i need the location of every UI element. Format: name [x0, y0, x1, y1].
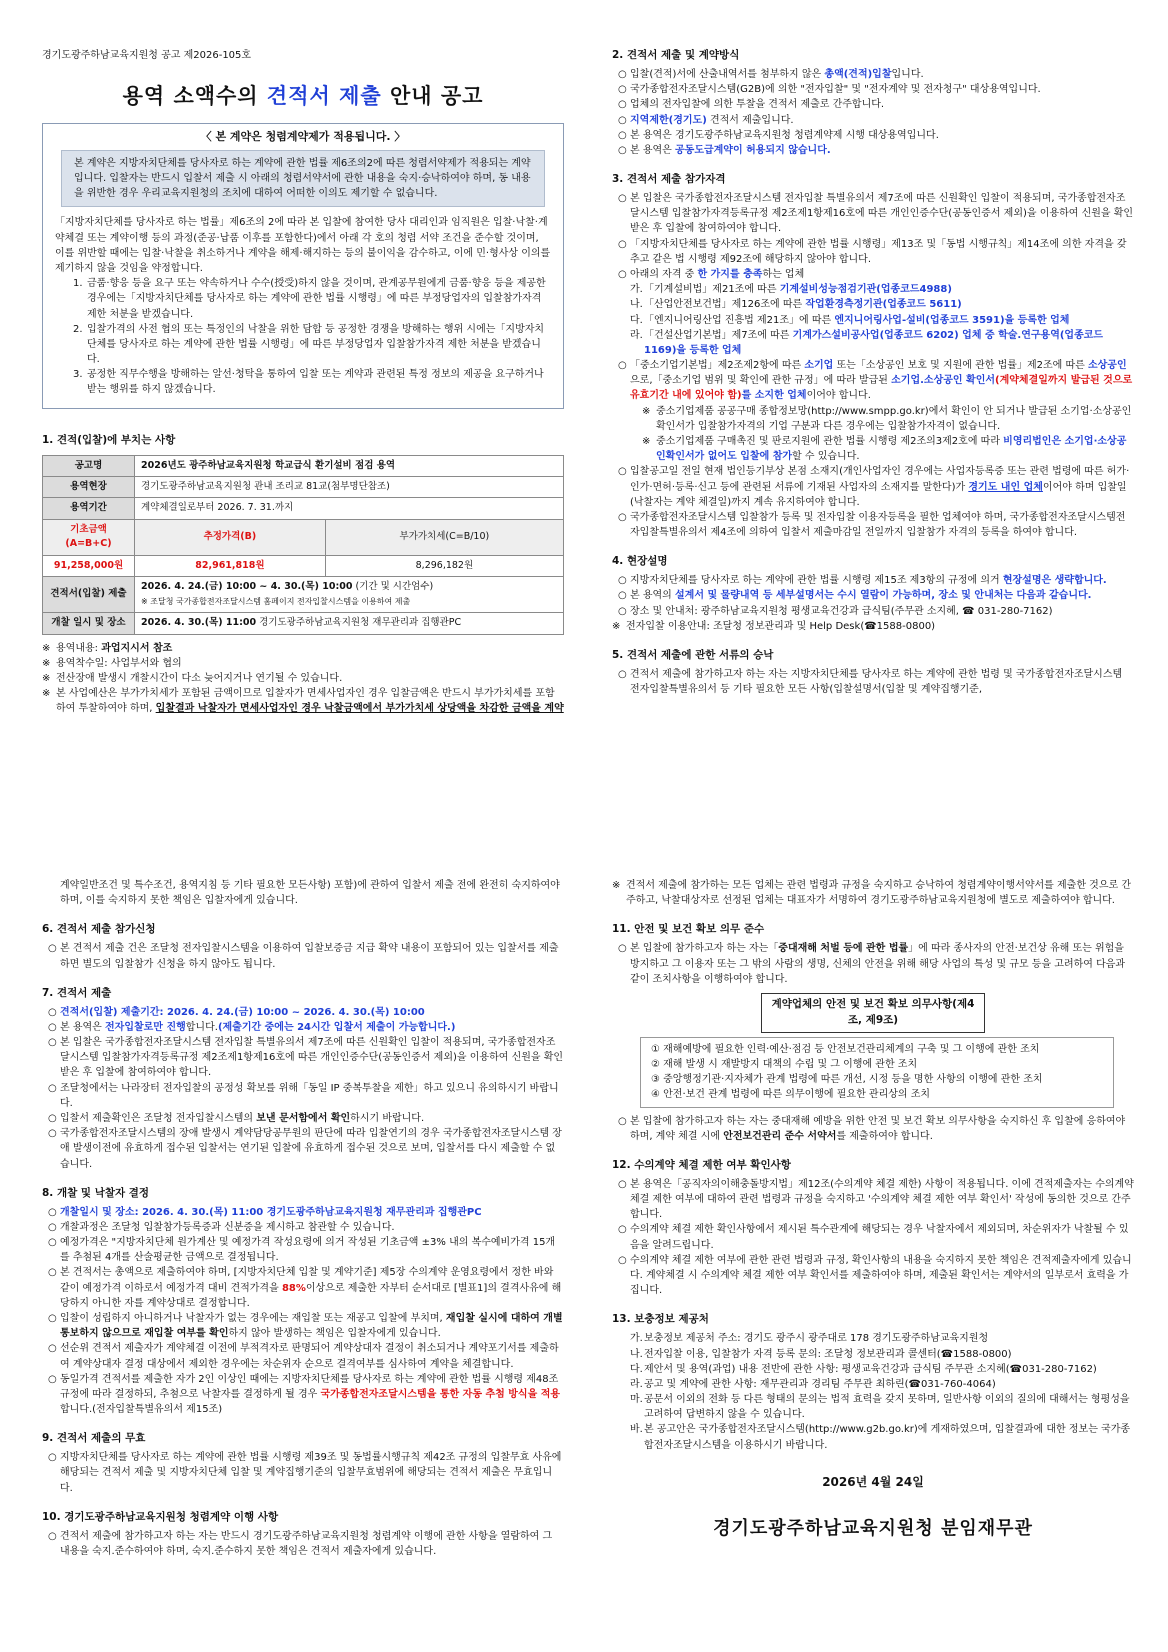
notice-number: 경기도광주하남교육지원청 공고 제2026-105호 — [42, 50, 252, 61]
list-item: ○ 본 용역의 설계서 및 물량내역 등 세부설명서는 수시 열람이 가능하며, 장소 및 안내처는 다음과 같습니다. — [618, 590, 1092, 602]
note-item: ※ 용역내용: 과업지시서 참조 — [42, 642, 173, 654]
list-item: 라. 공고 및 계약에 관한 사항: 재무관리과 경리팀 주무관 최하린(☎031-760-4064) — [630, 1378, 996, 1390]
list-item: ○ 개찰일시 및 장소: 2026. 4. 30.(목) 11:00 경기도광주하남교육지원청 재무관리과 집행관PC — [48, 1206, 482, 1218]
list-item: ○ 입찰공고일 전일 현재 법인등기부상 본점 소재지(개인사업자인 경우에는 사업자등록증 또는 관련 법령에 따른 허가·인가·면허·등록·신고 등에 관련된 서류에 기재된 사업자의 소재지를 말한다)가 경기도 내인 업체이어야 하며 입찰일(낙찰자는 계약 체결일)까지 계속 유지하여야 합니다. — [618, 466, 1130, 508]
list-item: ① 재해예방에 필요한 인력·예산·점검 등 안전보건관리체계의 구축 및 그 이행에 관한 조치 — [651, 1043, 1040, 1055]
section-11-title: 11. 안전 및 보건 확보 의무 준수 — [612, 923, 765, 936]
list-item: ④ 안전·보건 관계 법령에 따른 의무이행에 필요한 관리상의 조치 — [651, 1089, 931, 1101]
list-item: 마. 공문서 이외의 전화 등 다른 형태의 문의는 법적 효력을 갖지 못하며, 일반사항 이외의 질의에 대해서는 형평성을 고려하여 답변하지 않을 수 있습니다. — [630, 1394, 1130, 1421]
list-item: ○ 본 입찰은 국가종합전자조달시스템 전자입찰 특별유의서 제7조에 따른 신원확인 입찰이 적용되며, 국가종합전자조달시스템 입찰참가자격등록규정 제2조제1항제16호에 따른 개인인증수단(공동인증서 제외)을 이용하여 신원을 확인받은 후 입찰에 참여하여야 합니다. — [48, 1037, 564, 1079]
list-item: ○ 견적서(입찰) 제출기간: 2026. 4. 24.(금) 10:00 ~ 2026. 4. 30.(목) 10:00 — [48, 1006, 425, 1018]
list-item: ○ 지방자치단체를 당사자로 하는 계약에 관한 법률 시행령 제15조 제3항의 규정에 의거 현장설명은 생략합니다. — [618, 575, 1107, 587]
list-item: ○ 선순위 견적서 제출자가 계약체결 이전에 부적격자로 판명되어 계약상대자 결정이 취소되거나 계약포기서를 제출하여 계약상대자 결정 대상에서 제외한 경우에는 차순위자 순으로 결격여부를 심사하여 계약을 체결합니다. — [48, 1343, 559, 1370]
safety-duty-box-title: 계약업체의 안전 및 보건 확보 의무사항(제4조, 제9조) — [761, 993, 985, 1033]
list-item: 가. 「기계설비법」제21조에 따른 기계설비성능점검기관(업종코드4988) — [630, 284, 952, 296]
section-6-title: 6. 견적서 제출 참가신청 — [42, 923, 156, 936]
list-item: ○ 조달청에서는 나라장터 전자입찰의 공정성 확보를 위해「동일 IP 중복투찰을 제한」하고 있으니 유의하시기 바랍니다. — [48, 1082, 559, 1109]
list-item: ○ 입찰서 제출확인은 조달청 전자입찰시스템의 보낸 문서함에서 확인하시기 바랍니다. — [48, 1112, 425, 1124]
table-row: 개찰 일시 및 장소 2026. 4. 30.(목) 11:00 경기도광주하남교육지원청 재무관리과 집행관PC — [43, 613, 564, 634]
list-item: 나. 전자입찰 이용, 입찰참가 자격 등록 문의: 조달청 정보관리과 콜센터(☎1588-0800) — [630, 1348, 1012, 1360]
integrity-summary — [61, 150, 545, 208]
list-item: ○ 업체의 전자입찰에 의한 투찰을 견적서 제출로 간주합니다. — [618, 99, 885, 111]
list-item: ○ 예정가격은 "지방자치단체 원가계산 및 예정가격 작성요령에 의거 작성된 기초금액 ±3% 내의 복수예비가격 15개를 추첨된 4개를 산술평균한 금액으로 결정됩니다. — [48, 1237, 556, 1264]
section-7-title: 7. 견적서 제출 — [42, 986, 112, 999]
integrity-item: 2. 입찰가격의 사전 협의 또는 특정인의 낙찰을 위한 담합 등 공정한 경쟁을 방해하는 행위 시에는「지방자치단체를 당사자로 하는 계약에 관한 법률 시행령」에 따른 부정당업자 입찰참가자격 제한 처분을 받겠습니다. — [73, 323, 545, 366]
list-item: ○ 수의계약 체결 제한 확인사항에서 제시된 특수관계에 해당되는 경우 낙찰자에서 제외되며, 차순위자가 낙찰될 수 있음을 알려드립니다. — [618, 1224, 1129, 1251]
table-row: 기초금액(A=B+C) 추정가격(B) 부가가치세(C=B/10) — [43, 519, 564, 555]
safety-duty-list — [640, 1037, 1114, 1108]
list-item: ○ 동일가격 견적서를 제출한 자가 2인 이상인 때에는 지방자치단체를 당사자로 하는 계약에 관한 법률 시행령 제48조 규정에 따라 결정하되, 추첨으로 낙찰자를 결정하게 될 경우 국가종합전자조달시스템을 통한 자동 추첨 방식을 적용합니다.(전자입찰특별유의서 제15조) — [48, 1373, 561, 1416]
notice-date: 2026년 4월 24일 — [822, 1474, 924, 1489]
integrity-items — [55, 276, 551, 398]
integrity-contract-box — [42, 123, 564, 409]
list-item: ○ 수의계약 체결 제한 여부에 관한 관련 법령과 규정, 확인사항의 내용을 숙지하지 못한 책임은 견적제출자에게 있습니다. 계약체결 시 수의계약 체결 제한 여부 확인서를 제출하여야 하며, 제출된 확인서는 계약서의 일부로서 효력을 가집니다. — [618, 1254, 1132, 1297]
page-title — [42, 81, 564, 113]
list-item: ※ 중소기업제품 구매촉진 및 판로지원에 관한 법률 시행령 제2조의3제2호에 따라 비영리법인은 소기업·소상공인확인서가 없어도 입찰에 참가할 수 있습니다. — [642, 436, 1127, 463]
list-item: ○ 본 용역은 공동도급계약이 허용되지 않습니다. — [618, 144, 831, 156]
section-10-title: 10. 경기도광주하남교육지원청 청렴계약 이행 사항 — [42, 1510, 279, 1523]
note-item: ※ 전자입찰 이용안내: 조달청 정보관리과 및 Help Desk(☎1588-0800) — [612, 620, 936, 632]
list-item: ○ 견적서 제출에 참가하고자 하는 자는 반드시 경기도광주하남교육지원청 청렴계약 이행에 관한 사항을 열람하여 그 내용을 숙지.준수하여야 하며, 숙지.준수하지 못한 책임은 견적서 제출자에게 있습니다. — [48, 1530, 553, 1557]
section-8-title: 8. 개찰 및 낙찰자 결정 — [42, 1186, 150, 1199]
list-item: ○ 입찰이 성립하지 아니하거나 낙찰자가 없는 경우에는 재입찰 또는 재공고 입찰에 부치며, 재입찰 실시에 대하여 개별 통보하지 않으므로 재입찰 여부를 확인하지 않아 발생하는 책임은 입찰자에게 있습니다. — [48, 1312, 563, 1340]
note-item: ※ 용역착수일: 사업부서와 협의 — [42, 657, 182, 669]
list-item: ○ 국가종합전자조달시스템(G2B)에 의한 "전자입찰" 및 "전자계약 및 전자청구" 대상용역입니다. — [618, 84, 1041, 96]
section-3-title: 3. 견적서 제출 참가자격 — [612, 173, 726, 186]
integrity-item: 3. 공정한 직무수행을 방해하는 알선·청탁을 통하여 입찰 또는 계약과 관련된 특정 정보의 제공을 요구하거나 받는 행위를 하지 않겠습니다. — [73, 369, 544, 396]
table-row: 용역기간 계약체결일로부터 2026. 7. 31.까지 — [43, 498, 564, 519]
list-item: ○ 본 용역은 전자입찰로만 진행합니다.(제출기간 중에는 24시간 입찰서 제출이 가능합니다.) — [48, 1021, 456, 1033]
integrity-item: 1. 금품·향응 등을 요구 또는 약속하거나 수수(授受)하지 않을 것이며, 관계공무원에게 금품·향응 등을 제공한 경우에는「지방자치단체를 당사자로 하는 계약에 관한 법률 시행령」에 따른 부정당업자의 입찰참가자격 제한 처분을 받겠습니다. — [73, 278, 546, 320]
list-item: ○ 본 입찰에 참가하고자 하는 자는「중대재해 처벌 등에 관한 법률」에 따라 종사자의 안전·보건상 유해 또는 위험을 방지하고 그 이용자 또는 그 밖의 사람의 생명, 신체의 안전을 위해 해당 사업의 특성 및 규모 등을 고려하여 다음과 같이 조치사항을 이행하여야 합니다. — [618, 943, 1126, 985]
section-2-title: 2. 견적서 제출 및 계약방식 — [612, 49, 740, 61]
list-item: ○ 장소 및 안내처: 광주하남교육지원청 평생교육건강과 급식팀(주무관 소지혜, ☎ 031-280-7162) — [618, 605, 1053, 617]
list-item: ○ 국가종합전자조달시스템 입찰참가 등록 및 전자입찰 이용자등록을 필한 업체여야 하며, 국가종합전자조달시스템전자입찰특별유의서 제4조에 의하여 입찰서 제출마감일 전일까지 입찰참가 자격의 등록을 하여야 합니다. — [618, 511, 1126, 539]
list-item: ○ 본 견적서는 총액으로 제출하여야 하며, [지방자치단체 입찰 및 계약기준] 제5장 수의계약 운영요령에서 정한 바와 같이 예정가격 이하로서 예정가격 대비 견적가격을 88%이상으로 제출한 자부터 순서대로 [별표1]의 결격사유에 해당하지 아니한 자를 계약상대로 결정합니다. — [48, 1267, 562, 1309]
list-item: ② 재해 발생 시 재발방지 대책의 수립 및 그 이행에 관한 조치 — [651, 1058, 918, 1070]
list-item: ○ 본 입찰에 참가하고자 하는 자는 중대재해 예방을 위한 안전 및 보건 확보 의무사항을 숙지하신 후 입찰에 응하여야 하며, 계약 체결 시에 안전보건관리 준수 서약서를 제출하여야 합니다. — [618, 1115, 1126, 1142]
list-item: 다. 제안서 및 용역(과업) 내용 전반에 관한 사항: 평생교육건강과 급식팀 주무관 소지혜(☎031-280-7162) — [630, 1363, 1097, 1375]
bid-info-table — [42, 455, 564, 635]
integrity-heading: 〈 본 계약은 청렴계약제가 적용됩니다. 〉 — [200, 130, 406, 144]
list-item: 나. 「산업안전보건법」제126조에 따른 작업환경측정기관(업종코드 5611) — [630, 299, 962, 311]
list-item: ※ 중소기업제품 공공구매 종합정보망(http://www.smpp.go.kr)에서 확인이 안 되거나 발급된 소기업·소상공인확인서가 입찰참가자격의 기업 구분과 다른 경우에는 입찰참가자격이 없습니다. — [642, 405, 1132, 432]
table-row: 공고명 2026년도 광주하남교육지원청 학교급식 환기설비 점검 용역 — [43, 455, 564, 476]
list-item: ○ 입찰(견적)서에 산출내역서를 첨부하지 않은 총액(견적)입찰입니다. — [618, 68, 924, 80]
table-row: 용역현장 경기도광주하남교육지원청 관내 조리교 81교(첨부명단참조) — [43, 477, 564, 498]
title-part2: 안내 공고 — [381, 84, 484, 109]
note-item: ※ 견적서 제출에 참가하는 모든 업체는 관련 법령과 규정을 숙지하고 승낙하여 청렴계약이행서약서를 제출한 것으로 간주하고, 낙찰대상자로 선정된 업체는 대표자가 서명하여 경기도광주하남교육지원청에 별도로 제출하여야 합니다. — [612, 880, 1132, 907]
list-item: ○ 본 용역은「공직자의이해충돌방지법」제12조(수의계약 체결 제한) 사항이 적용됩니다. 이에 견적제출자는 수의계약 체결 제한 여부에 대하여 관련 법령과 규정을 숙지하고 '수의계약 체결 제한 여부 확인서' 작성에 동의한 것으로 간주합니다. — [618, 1178, 1134, 1221]
list-item: ○ 「중소기업기본법」제2조제2항에 따른 소기업 또는「소상공인 보호 및 지원에 관한 법률」제2조에 따른 소상공인으로,「중소기업 범위 및 확인에 관한 규정」에 따라 발급된 소기업.소상공인 확인서(계약체결일까지 발급된 것으로 유효기간 내에 있어야 함)를 소지한 업체이어야 합니다. — [618, 360, 1133, 402]
list-item: 라. 「건설산업기본법」제7조에 따른 기계가스설비공사업(업종코드 6202) 업체 중 학술.연구용역(업종코드 1169)을 등록한 업체 — [630, 329, 1104, 356]
list-item: 바. 본 공고안은 국가종합전자조달시스템(http://www.g2b.go.kr)에 게재하였으며, 입찰결과에 대한 정보는 국가종합전자조달시스템을 이용하시기 바랍니다. — [630, 1424, 1131, 1451]
table-row: 견적서(입찰) 제출 2026. 4. 24.(금) 10:00 ~ 4. 30.(목) 10:00 (기간 및 시간엄수) ※ 조달청 국가종합전자조달시스템 홈페이지 전자입찰시스템을 이용하여 제출 — [43, 577, 564, 613]
note-item: ※ 전산장애 발생시 개찰시간이 다소 늦어지거나 연기될 수 있습니다. — [42, 672, 343, 684]
integrity-summary-text: 본 계약은 지방자치단체를 당사자로 하는 계약에 관한 법률 제6조의2에 따른 청렴서약제가 적용되는 계약입니다. 입찰자는 반드시 입찰서 제출 시 아래의 청렴서약서에 관한 내용을 숙지·승낙하여야 하며, 동 내용을 위반한 경우 우리교육지원청의 조치에 대하여 어떠한 이의도 제기할 수 없습니다. — [74, 157, 531, 200]
section-4-title: 4. 현장설명 — [612, 555, 668, 568]
column-top-right — [612, 48, 1134, 788]
list-item: ③ 중앙행정기관·지자체가 관계 법령에 따른 개선, 시정 등을 명한 사항의 이행에 관한 조치 — [651, 1074, 1043, 1086]
column-bottom-left — [42, 878, 564, 1628]
list-item: ○ 본 용역은 경기도광주하남교육지원청 청렴계약제 시행 대상용역입니다. — [618, 129, 939, 141]
integrity-body: 「지방자치단체를 당사자로 하는 법률」제6조의 2에 따라 본 입찰에 참여한 당사 대리인과 임직원은 입찰·낙찰·계약체결 또는 계약이행 등의 과정(준공·납품 이후를 포함한다)에서 아래 각 호의 청렴 서약 조건을 준수할 것이며, 이를 위반할 때에는 입찰·낙찰을 취소하거나 계약을 해제·해지하는 등의 불이익을 감수하고, 이에 민·형사상 이의를 제기하지 않을 것임을 약정합니다. — [55, 217, 551, 274]
section-9-title: 9. 견적서 제출의 무효 — [42, 1432, 146, 1445]
list-item: ○ 국가종합전자조달시스템의 장애 발생시 계약담당공무원의 판단에 따라 입찰연기의 경우 국가종합전자조달시스템 장애 발생이전에 유효하게 접수된 입찰서는 연기된 입찰에 유효하게 접수된 것으로 보며, 입찰서를 다시 제출할 수 없습니다. — [48, 1128, 562, 1170]
section-1-title: 1. 견적(입찰)에 부치는 사항 — [42, 433, 176, 446]
list-item: ○ 지방자치단체를 당사자로 하는 계약에 관한 법률 시행령 제39조 및 동법률시행규칙 제42조 규정의 입찰무효 사유에 해당되는 견적서 제출 및 지방자치단체 입찰 및 계약집행기준의 입찰무효범위에 해당되는 견적서 제출은 무효입니다. — [48, 1452, 562, 1494]
list-item: ○ 견적서 제출에 참가하고자 하는 자는 지방자치단체를 당사자로 하는 계약에 관한 법령 및 국가종합전자조달시스템 전자입찰특별유의서 등 기타 필요한 모든 사항(입찰설명서(입찰 및 계약집행기준, — [618, 669, 1123, 696]
column-bottom-right — [612, 878, 1134, 1628]
section-12-title: 12. 수의계약 체결 제한 여부 확인사항 — [612, 1158, 791, 1171]
list-item: ○ 「지방자치단체를 당사자로 하는 계약에 관한 법률 시행령」제13조 및「동법 시행규칙」제14조에 의한 자격을 갖추고 같은 법 시행령 제92조에 해당하지 않아야 합니다. — [618, 238, 1127, 265]
section-13-title: 13. 보충정보 제공처 — [612, 1313, 709, 1326]
list-item: ○ 지역제한(경기도) 견적서 제출입니다. — [618, 114, 794, 126]
list-item: 가. 보충정보 제공처 주소: 경기도 광주시 광주대로 178 경기도광주하남교육지원청 — [630, 1333, 989, 1345]
list-item: ○ 개찰과정은 조달청 입찰참가등록증과 신분증을 제시하고 참관할 수 있습니다. — [48, 1221, 395, 1233]
title-part1: 용역 소액수의 — [122, 84, 267, 109]
list-item: 계약일반조건 및 특수조건, 용역지침 등 기타 필요한 모든사항) 포함)에 관하여 입찰서 제출 전에 완전히 숙지하여야 하며, 이를 숙지하지 못한 책임은 입찰자에게 있습니다. — [60, 880, 560, 907]
issuer-signature: 경기도광주하남교육지원청 분임재무관 — [713, 1518, 1033, 1540]
title-accent: 견적서 제출 — [266, 84, 382, 109]
section-1-notes — [42, 641, 564, 717]
list-item: 다. 「엔지니어링산업 진흥법 제21조」에 따른 엔지니어링사업-설비(업종코드 3591)을 등록한 업체 — [630, 314, 1070, 326]
table-row: 91,258,000원 82,961,818원 8,296,182원 — [43, 555, 564, 576]
list-item: ○ 아래의 자격 중 한 가지를 충족하는 업체 — [618, 268, 805, 280]
list-item: ○ 본 입찰은 국가종합전자조달시스템 전자입찰 특별유의서 제7조에 따른 신원확인 입찰이 적용되며, 국가종합전자조달시스템 입찰참가자격등록규정 제2조제1항제16호에 따른 개인인증수단(공동인증서 제외)을 이용하여 신원을 확인받은 후 입찰에 참여하여야 합니다. — [618, 193, 1134, 235]
note-item: ※ 본 사업예산은 부가가치세가 포함된 금액이므로 입찰자가 면세사업자인 경우 입찰금액은 반드시 부가가치세를 포함하여 투찰하여야 하며, 입찰결과 낙찰자가 면세사업자인 경우 낙찰금액에서 부가가치세 상당액을 차감한 금액을 계약 — [42, 688, 564, 715]
list-item: ○ 본 견적서 제출 건은 조달청 전자입찰시스템을 이용하여 입찰보증금 지급 확약 내용이 포함되어 있는 입찰서를 제출하면 별도의 입찰참가 신청을 하지 않아도 됩니다. — [48, 943, 559, 970]
section-5-title: 5. 견적서 제출에 관한 서류의 승낙 — [612, 649, 774, 662]
column-top-left — [42, 48, 564, 788]
